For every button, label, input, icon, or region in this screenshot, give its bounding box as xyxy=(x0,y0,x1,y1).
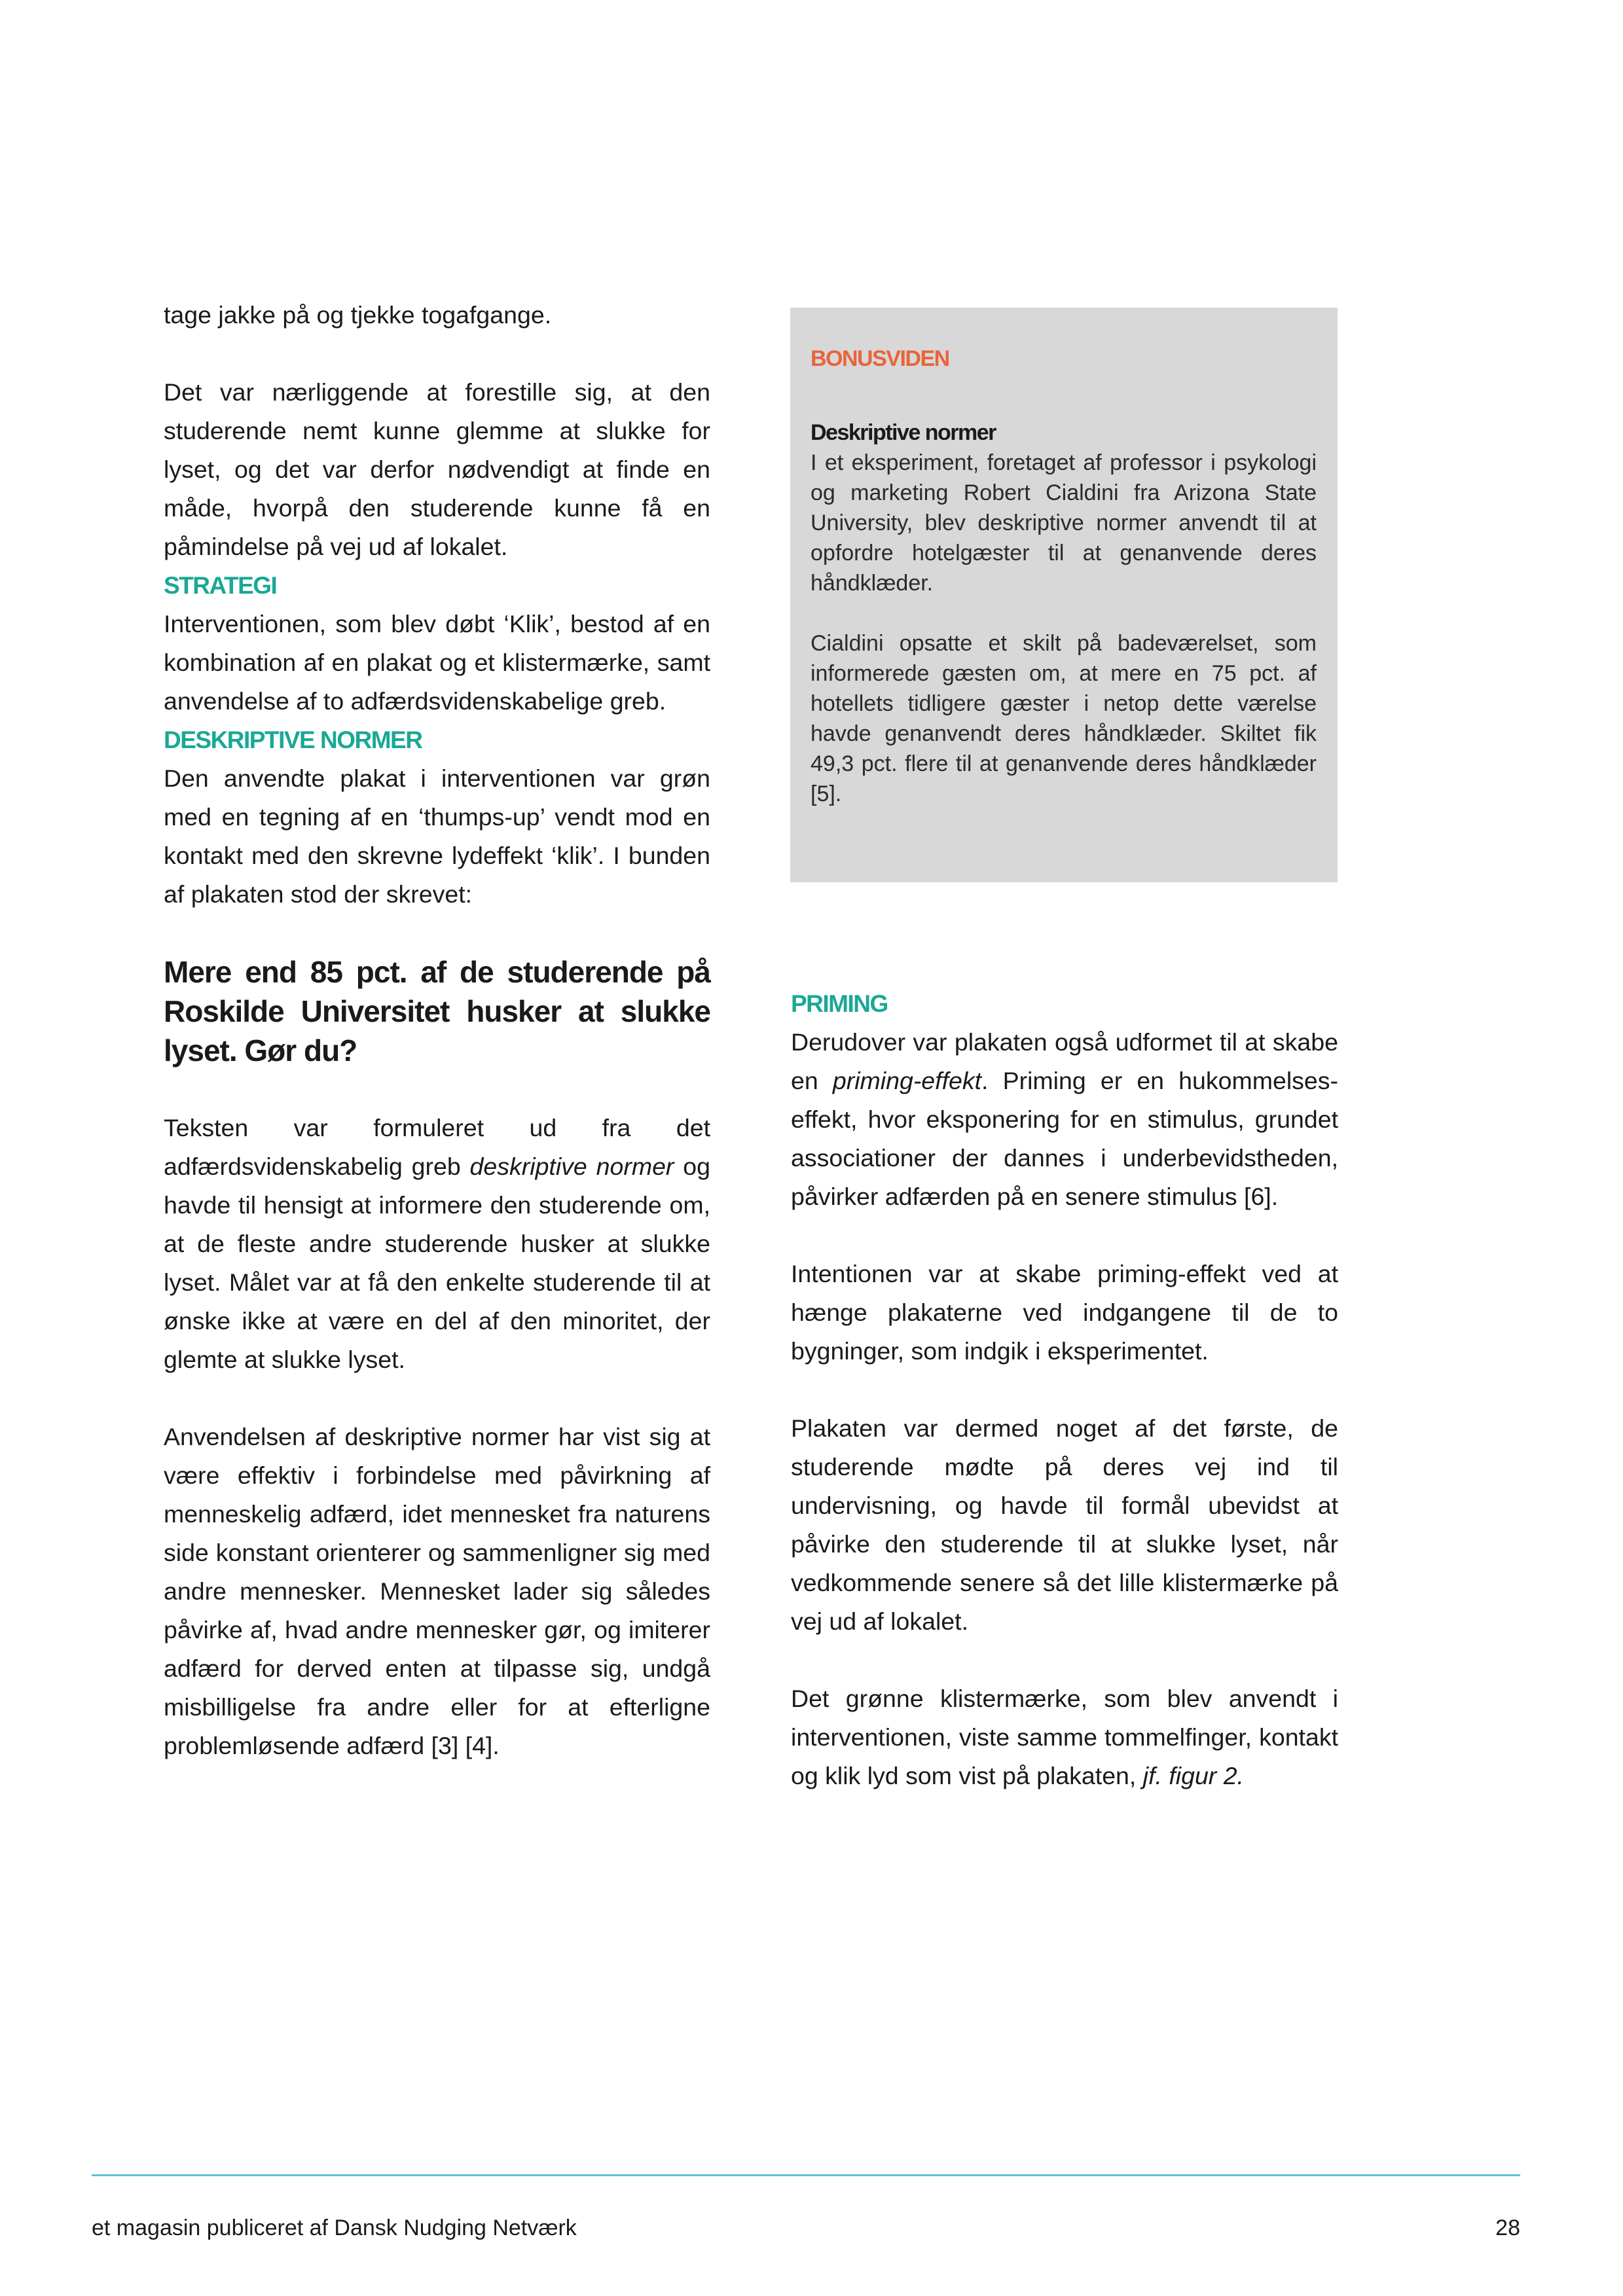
paragraph-intro-end: tage jakke på og tjekke togafgange. xyxy=(164,301,552,329)
text-segment: og havde til hensigt at informere den studerende om, at de fleste andre studerende husker at slukke lyset. Målet var at få den enkelte studerende til at ønske ikke at være en del af den minoritet, der glemte at slukke lyset. xyxy=(164,1153,710,1373)
paragraph-strategi: Interventionen, som blev døbt ‘Klik’, bestod af en kombination af en plakat og et klistermærke, samt anvendelse af to adfærdsvidenskabelige greb. xyxy=(164,610,710,715)
paragraph-priming xyxy=(791,1023,1338,1216)
bonus-heading: BONUSVIDEN xyxy=(811,346,949,371)
emphasis-figure-reference: jf. figur 2. xyxy=(1142,1762,1244,1789)
heading-deskriptive-normer: DESKRIPTIVE NORMER xyxy=(164,726,422,753)
paragraph-plakat: Den anvendte plakat i interventionen var grøn med en tegning af en ‘thumps-up’ vendt mod en kontakt med den skrevne lydeffekt ‘klik’. I bunden af plakaten stod der skrevet: xyxy=(164,764,710,908)
page-number: 28 xyxy=(1495,2215,1520,2240)
bonus-box xyxy=(790,308,1338,882)
paragraph-teksten xyxy=(164,1109,710,1379)
bonus-subheading: Deskriptive normer xyxy=(811,420,996,445)
right-column xyxy=(791,984,1338,1795)
pull-quote: Mere end 85 pct. af de studerende på Roskilde Universitet husker at slukke lyset. Gør du? xyxy=(164,955,710,1067)
heading-priming: PRIMING xyxy=(791,990,888,1017)
paragraph-anvendelsen: Anvendelsen af deskriptive normer har vist sig at være effektiv i forbindelse med påvirkning af menneskelig adfærd, idet mennesket fra naturens side konstant orienterer og sammenligner sig med andre mennesker. Mennesket lader sig således påvirke af, hvad andre mennesker gør, og imiterer adfærd for derved enten at tilpasse sig, undgå misbilligelse fra andre eller for at efterligne problemløsende adfærd [3] [4]. xyxy=(164,1423,710,1759)
emphasis-deskriptive-normer: deskriptive normer xyxy=(469,1153,674,1180)
left-column xyxy=(164,296,710,1765)
paragraph-klistermaerke xyxy=(791,1679,1338,1795)
bonus-paragraph-2: Cialdini opsatte et skilt på badeværelset, som informerede gæsten om, at mere en 75 pct. af hotellets tidligere gæster i netop dette værelse havde genanvendt deres håndklæder. Skiltet fik 49,3 pct. flere til at genanvende deres håndklæder [5]. xyxy=(811,631,1317,806)
footer-publisher: et magasin publiceret af Dansk Nudging Netværk xyxy=(92,2215,577,2240)
text-segment: Derudover var plakaten også udformet til at skabe en xyxy=(791,1028,1338,1094)
paragraph-intention: Intentionen var at skabe priming-effekt ved at hænge plakaterne ved indgangene til de to bygninger, som indgik i eksperimentet. xyxy=(791,1260,1338,1365)
emphasis-priming-effekt: priming-effekt xyxy=(832,1067,982,1094)
text-segment: . Priming er en hukommelses-effekt, hvor eksponering for en stimulus, grundet associationer der dannes i underbevidstheden, påvirker adfærden på en senere stimulus [6]. xyxy=(791,1067,1338,1210)
paragraph-reminder: Det var nærliggende at forestille sig, at den studerende nemt kunne glemme at slukke for lyset, og det var derfor nødvendigt at finde en måde, hvorpå den studerende kunne få en påmindelse på vej ud af lokalet. xyxy=(164,378,710,560)
text-segment: Teksten var formuleret ud fra det adfærdsvidenskabelig greb xyxy=(164,1114,710,1180)
footer-divider xyxy=(92,2174,1520,2176)
text-segment: Det grønne klistermærke, som blev anvendt i interventionen, viste samme tommelfinger, kontakt og klik lyd som vist på plakaten, xyxy=(791,1685,1338,1789)
bonus-paragraph-1: I et eksperiment, foretaget af professor i psykologi og marketing Robert Cialdini fra Arizona State University, blev deskriptive normer anvendt til at opfordre hotelgæster til at genanvende deres håndklæder. xyxy=(811,450,1317,596)
heading-strategi: STRATEGI xyxy=(164,572,277,599)
paragraph-plakaten: Plakaten var dermed noget af det første, de studerende mødte på deres vej ind til undervisning, og havde til formål ubevidst at påvirke den studerende til at slukke lyset, når vedkommende senere så det lille klistermærke på vej ud af lokalet. xyxy=(791,1414,1338,1635)
